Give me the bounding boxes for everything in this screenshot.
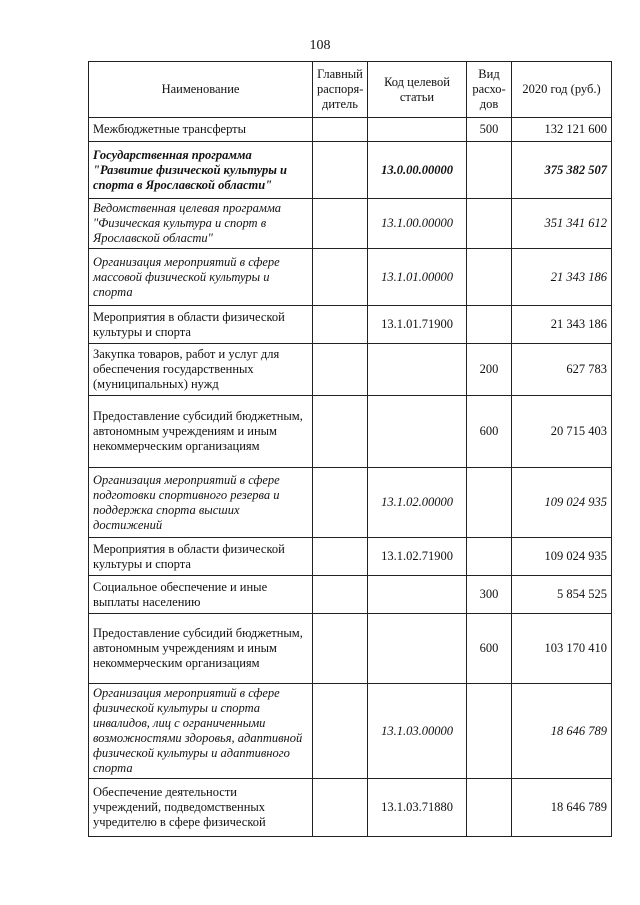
cell-code: 13.1.03.00000 [368,684,467,779]
cell-chief [313,142,368,199]
cell-code: 13.0.00.00000 [368,142,467,199]
cell-chief [313,468,368,538]
cell-code: 13.1.02.00000 [368,468,467,538]
cell-name: Обеспечение деятельности учреждений, подведомственных учредителю в сфере физической [89,779,313,837]
cell-expense-type: 300 [467,576,512,614]
cell-amount: 109 024 935 [512,468,612,538]
cell-name: Государственная программа "Развитие физической культуры и спорта в Ярославской области" [89,142,313,199]
cell-chief [313,344,368,396]
cell-chief [313,779,368,837]
table-body [89,118,612,837]
table-header-row [89,62,612,118]
cell-name: Организация мероприятий в сфере подготовки спортивного резерва и поддержка спорта высших достижений [89,468,313,538]
cell-amount: 18 646 789 [512,684,612,779]
table-row [89,249,612,306]
cell-expense-type [467,306,512,344]
cell-name: Предоставление субсидий бюджетным, автономным учреждениям и иным некоммерческим организациям [89,396,313,468]
cell-name: Ведомственная целевая программа "Физическая культура и спорт в Ярославской области" [89,199,313,249]
cell-expense-type [467,142,512,199]
cell-amount: 18 646 789 [512,779,612,837]
cell-amount: 132 121 600 [512,118,612,142]
cell-expense-type [467,779,512,837]
cell-chief [313,249,368,306]
cell-expense-type [467,468,512,538]
cell-amount: 109 024 935 [512,538,612,576]
table-row [89,118,612,142]
table-row [89,576,612,614]
header-code: Код целевой статьи [368,62,467,118]
cell-code: 13.1.03.71880 [368,779,467,837]
cell-expense-type [467,199,512,249]
cell-chief [313,538,368,576]
table-row [89,142,612,199]
cell-name: Закупка товаров, работ и услуг для обеспечения государственных (муниципальных) нужд [89,344,313,396]
cell-expense-type: 200 [467,344,512,396]
table-row [89,614,612,684]
table-row [89,468,612,538]
cell-chief [313,684,368,779]
cell-name: Мероприятия в области физической культуры и спорта [89,538,313,576]
cell-name: Предоставление субсидий бюджетным, автономным учреждениям и иным некоммерческим организациям [89,614,313,684]
cell-amount: 351 341 612 [512,199,612,249]
header-name: Наименование [89,62,313,118]
cell-amount: 20 715 403 [512,396,612,468]
cell-expense-type: 500 [467,118,512,142]
cell-amount: 21 343 186 [512,306,612,344]
cell-code: 13.1.01.00000 [368,249,467,306]
budget-table [88,61,612,837]
cell-chief [313,118,368,142]
cell-chief [313,576,368,614]
cell-code [368,344,467,396]
table-row [89,199,612,249]
header-chief: Главный распоря- дитель [313,62,368,118]
cell-code [368,396,467,468]
cell-code: 13.1.00.00000 [368,199,467,249]
cell-amount: 21 343 186 [512,249,612,306]
table-row [89,396,612,468]
cell-code: 13.1.02.71900 [368,538,467,576]
cell-expense-type [467,684,512,779]
table-row [89,779,612,837]
cell-expense-type: 600 [467,396,512,468]
cell-name: Мероприятия в области физической культуры и спорта [89,306,313,344]
cell-name: Организация мероприятий в сфере массовой физической культуры и спорта [89,249,313,306]
cell-code [368,118,467,142]
table-row [89,684,612,779]
cell-amount: 627 783 [512,344,612,396]
cell-chief [313,396,368,468]
cell-name: Межбюджетные трансферты [89,118,313,142]
header-amount: 2020 год (руб.) [512,62,612,118]
cell-chief [313,614,368,684]
page-number: 108 [309,38,331,53]
cell-code: 13.1.01.71900 [368,306,467,344]
table-row [89,306,612,344]
cell-amount: 103 170 410 [512,614,612,684]
cell-expense-type [467,249,512,306]
cell-code [368,614,467,684]
cell-name: Социальное обеспечение и иные выплаты населению [89,576,313,614]
cell-chief [313,306,368,344]
cell-expense-type [467,538,512,576]
cell-amount: 375 382 507 [512,142,612,199]
cell-name: Организация мероприятий в сфере физической культуры и спорта инвалидов, лиц с ограниченными возможностями здоровья, адаптивной физической культуры и адаптивного спорта [89,684,313,779]
cell-expense-type: 600 [467,614,512,684]
cell-chief [313,199,368,249]
cell-code [368,576,467,614]
header-type: Вид расхо- дов [467,62,512,118]
table-row [89,538,612,576]
table-row [89,344,612,396]
cell-amount: 5 854 525 [512,576,612,614]
